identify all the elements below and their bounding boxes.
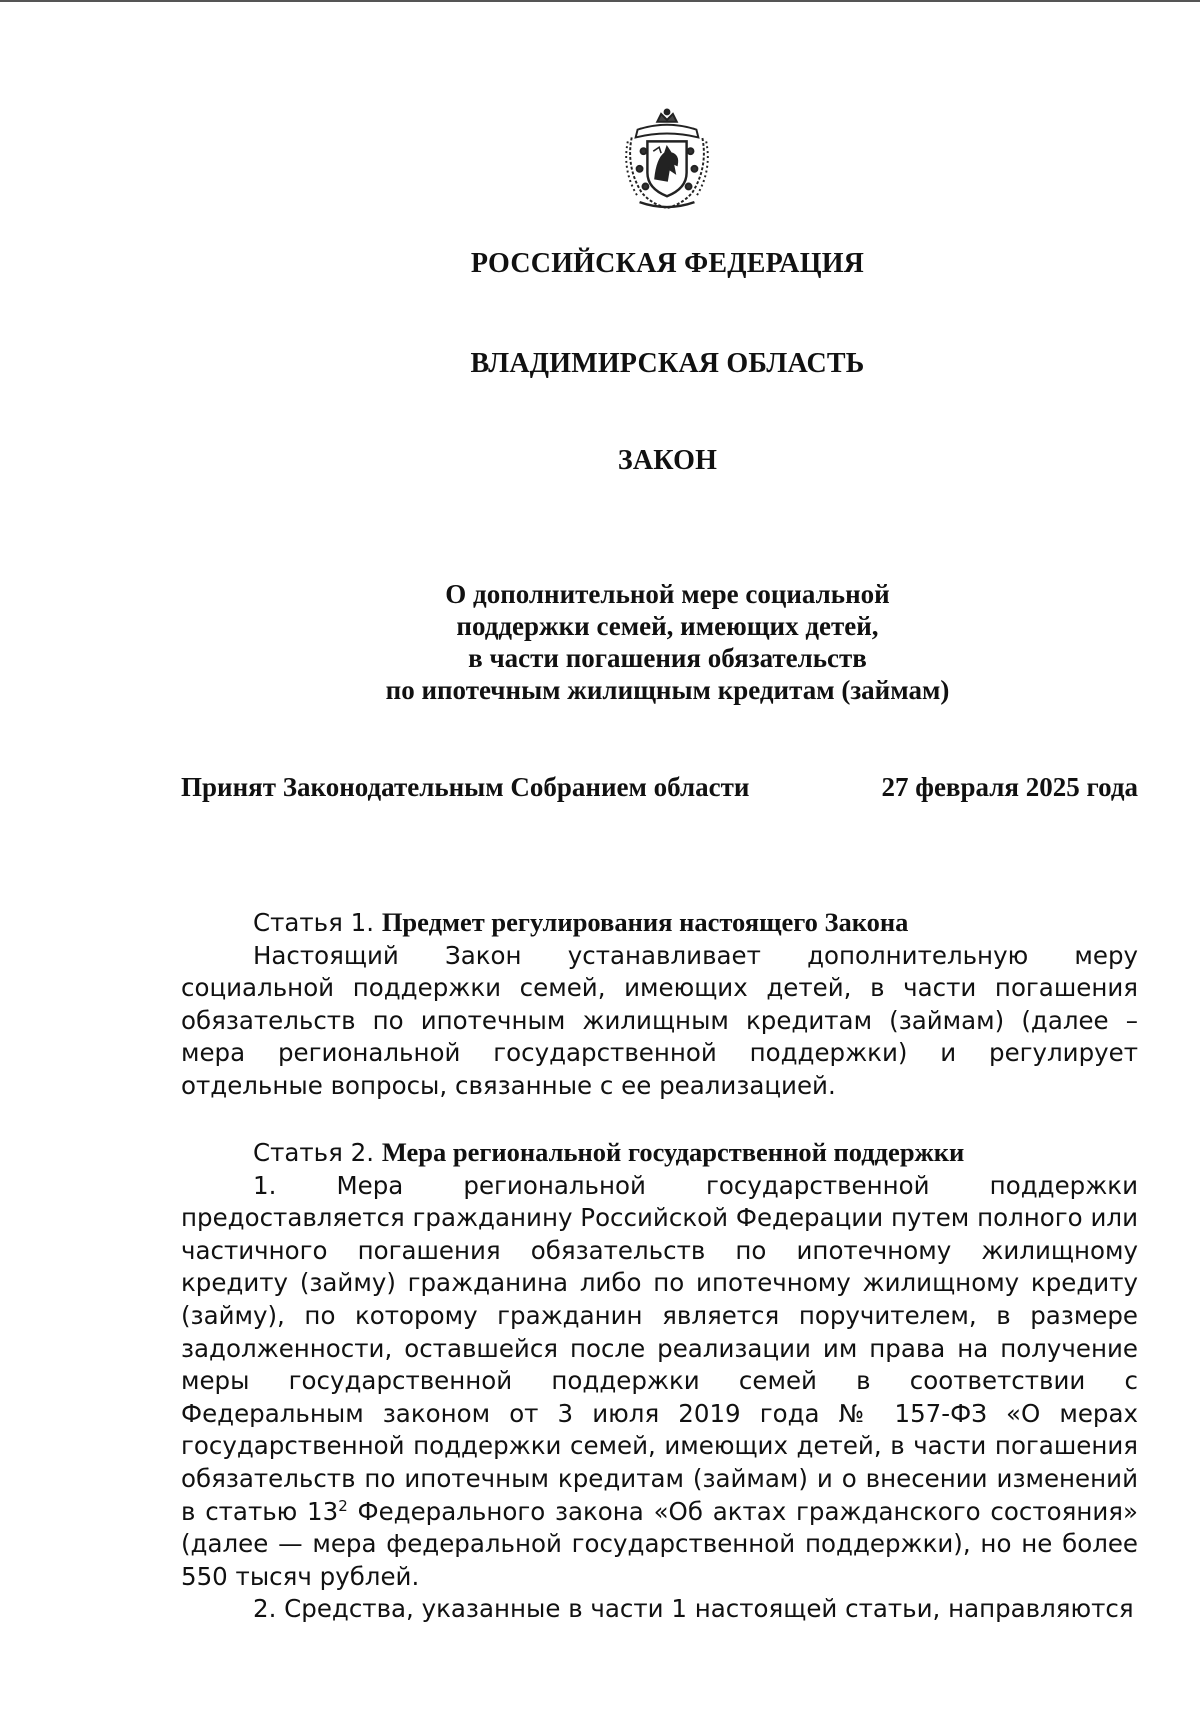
page-top-edge [0, 0, 1200, 2]
paragraph-text: Федерального закона «Об актах гражданского состояния» (далее — мера федеральной государственной поддержки), но не более 550 тысяч рублей. [181, 1496, 1138, 1591]
article-2 [181, 1136, 1138, 1626]
article-paragraph [181, 1170, 1138, 1594]
adopted-by-line: Принят Законодательным Собранием области [181, 772, 750, 802]
coat-of-arms-emblem [618, 108, 716, 212]
paragraph-text: 1. Мера региональной государственной поддержки предоставляется гражданину Российской Федерации путем полного или частичного погашения обязательств по ипотечному жилищному кредиту (займу) гражданина либо по ипотечному жилищному кредиту (займу), по которому гражданин является поручителем, в размере задолженности, оставшейся после реализации им права на получение меры государственной поддержки семей в соответствии с Федеральным законом от 3 июля 2019 года № 157-ФЗ «О мерах государственной поддержки семей, имеющих детей, в части погашения обязательств по ипотечным кредитам (займам) и о внесении изменений в статью 13 [181, 1170, 1138, 1526]
article-heading [181, 1136, 1138, 1170]
law-title-line: поддержки семей, имеющих детей, [456, 611, 879, 641]
article-label: Статья 1. [253, 908, 375, 937]
article-paragraph: 2. Средства, указанные в части 1 настоящей статьи, направляются [253, 1594, 1134, 1624]
law-title-line: по ипотечным жилищным кредитам (займам) [385, 675, 950, 705]
law-title-line: в части погашения обязательств [468, 643, 867, 673]
article-1 [181, 906, 1138, 1103]
article-heading [181, 906, 1138, 940]
law-title-line: О дополнительной мере социальной [445, 579, 890, 609]
article-title: Мера региональной государственной поддержки [381, 1137, 965, 1167]
document-type-heading: ЗАКОН [617, 445, 718, 476]
law-title [300, 578, 1035, 706]
article-label: Статья 2. [253, 1138, 375, 1167]
superscript: 2 [338, 1496, 348, 1515]
article-title: Предмет регулирования настоящего Закона [381, 907, 909, 937]
adoption-date: 27 февраля 2025 года [881, 772, 1138, 802]
article-paragraph: Настоящий Закон устанавливает дополнительную меру социальной поддержки семей, имеющих детей, в части погашения обязательств по ипотечным жилищным кредитам (займам) (далее – мера региональной государственной поддержки) и регулирует отдельные вопросы, связанные с ее реализацией. [181, 940, 1138, 1100]
country-heading: РОССИЙСКАЯ ФЕДЕРАЦИЯ [470, 248, 865, 279]
region-heading: ВЛАДИМИРСКАЯ ОБЛАСТЬ [470, 348, 865, 379]
